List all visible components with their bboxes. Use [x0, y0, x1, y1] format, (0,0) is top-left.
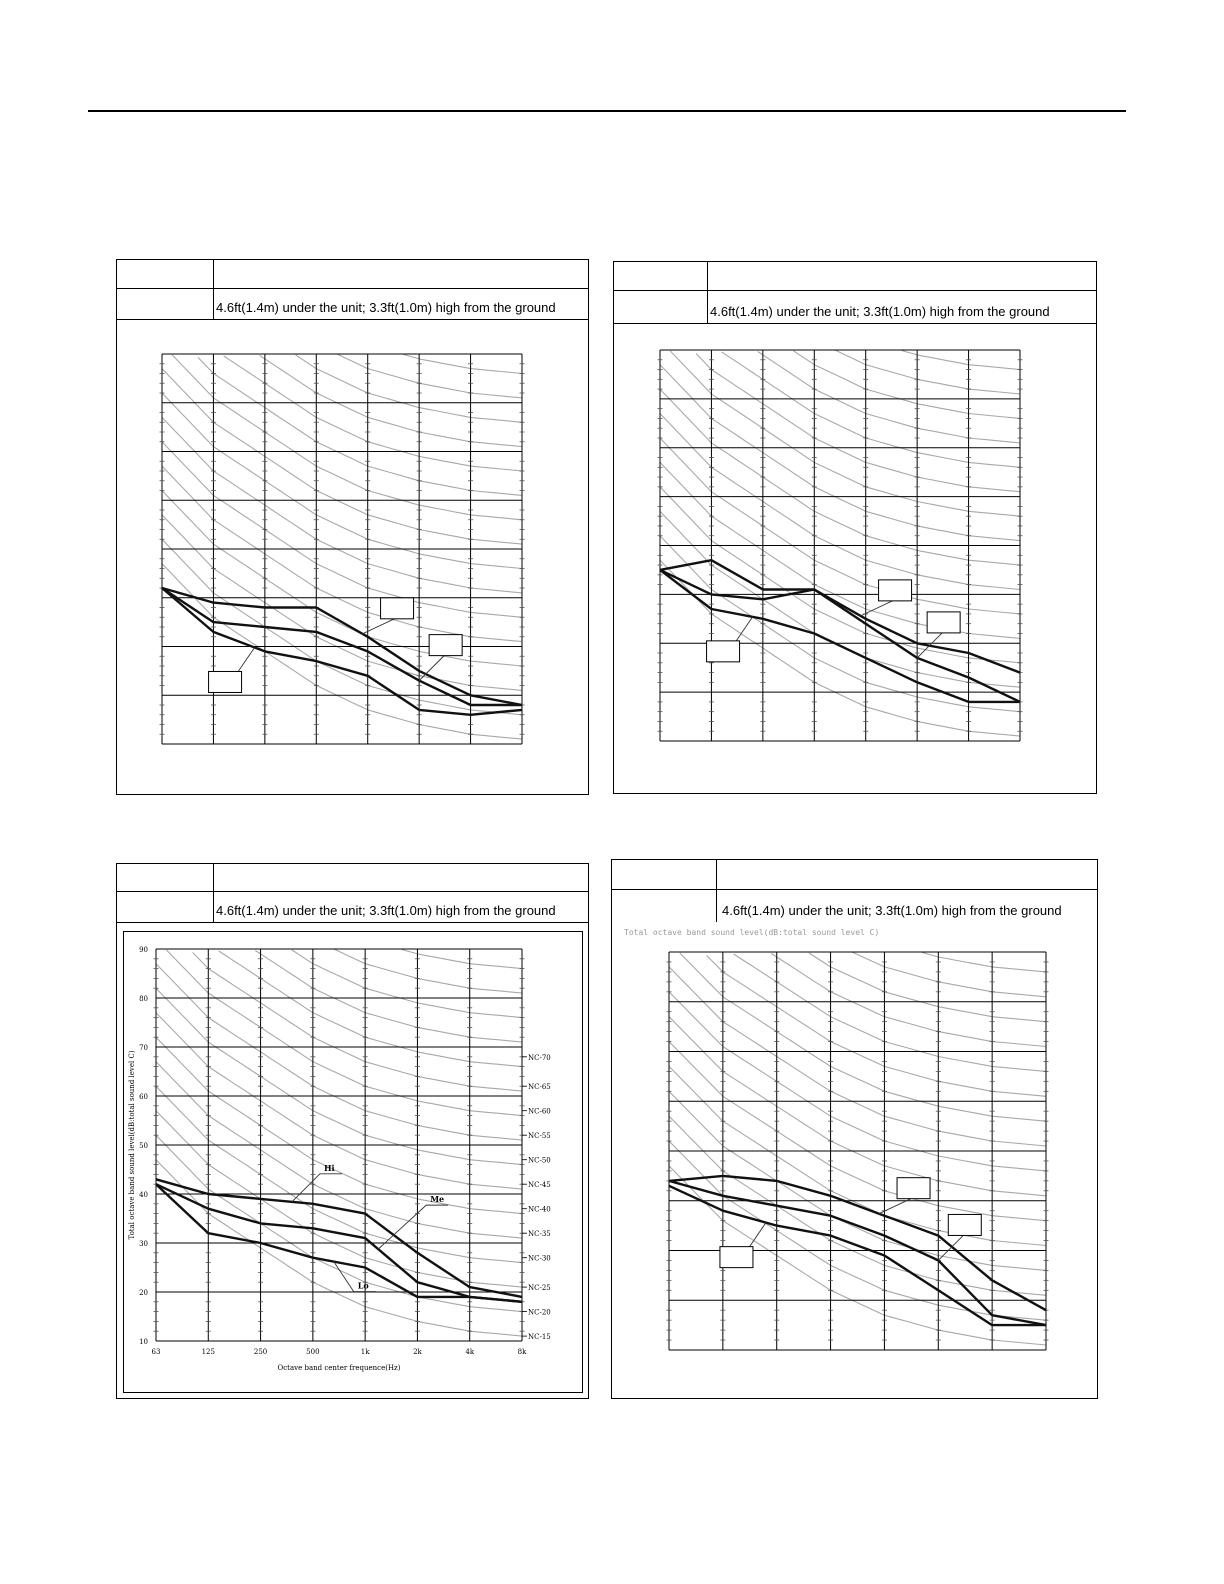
nc-curve [260, 356, 522, 447]
nc-curve [255, 951, 522, 1043]
nc-label: NC-40 [528, 1205, 551, 1214]
x-tick-label: 2k [413, 1348, 422, 1356]
nc-label: NC-50 [528, 1156, 551, 1165]
panel-top-left [116, 259, 589, 795]
nc-curve [669, 967, 1046, 1146]
nc-label: NC-30 [528, 1254, 551, 1263]
nc-label: NC-15 [528, 1333, 551, 1342]
y-tick-label: 10 [139, 1338, 148, 1346]
y-tick-label: 50 [139, 1142, 148, 1150]
nc-curve [722, 352, 1020, 467]
y-tick-label: 90 [139, 946, 148, 954]
nc-curve [224, 356, 522, 471]
x-tick-label: 1k [360, 1348, 370, 1356]
callout-box [707, 641, 740, 662]
nc-label: NC-25 [528, 1284, 551, 1293]
x-tick-label: 250 [253, 1348, 268, 1356]
sound-chart-1 [117, 260, 590, 796]
nc-curve [734, 954, 1046, 1071]
nc-curve [680, 953, 1046, 1121]
series-label: Lo [357, 1280, 369, 1291]
series-label: Hi [323, 1162, 335, 1173]
nc-label: NC-35 [528, 1230, 551, 1239]
nc-curve [707, 956, 1046, 1097]
nc-curve [669, 1091, 1046, 1270]
panel-bottom-left [116, 863, 589, 1399]
nc-curve [771, 954, 1046, 1047]
nc-curve [162, 417, 522, 593]
callout-box [879, 580, 912, 601]
nc-curve [198, 357, 522, 495]
measurement-caption: 4.6ft(1.4m) under the unit; 3.3ft(1.0m) high from the ground [710, 304, 1050, 319]
callout-box [897, 1178, 930, 1199]
nc-curve [660, 462, 1020, 638]
nc-label: NC-65 [528, 1083, 551, 1092]
nc-curve [219, 951, 522, 1067]
nc-curve [660, 438, 1020, 614]
nc-curve [156, 1062, 522, 1238]
x-axis-title: Octave band center frequence(Hz) [277, 1364, 401, 1372]
nc-curve [292, 950, 522, 1018]
nc-curve [162, 393, 522, 569]
nc-curve [167, 950, 523, 1116]
nc-curve [669, 1066, 1046, 1245]
callout-box [209, 671, 242, 692]
panel-bottom-right [611, 859, 1098, 1399]
nc-curve [660, 487, 1020, 663]
nc-curve [193, 952, 522, 1091]
measurement-caption: 4.6ft(1.4m) under the unit; 3.3ft(1.0m) high from the ground [722, 903, 1062, 918]
sound-chart-4 [612, 860, 1099, 1400]
nc-curve [758, 352, 1020, 443]
series-leader-line [292, 1174, 342, 1202]
series-line-3 [162, 588, 522, 715]
measurement-caption: 4.6ft(1.4m) under the unit; 3.3ft(1.0m) high from the ground [216, 903, 556, 918]
nc-label: NC-20 [528, 1308, 551, 1317]
callout-box [948, 1214, 981, 1235]
nc-curve [669, 1017, 1046, 1196]
nc-curve [669, 1141, 1046, 1320]
y-tick-label: 20 [139, 1289, 148, 1297]
measurement-caption: 4.6ft(1.4m) under the unit; 3.3ft(1.0m) high from the ground [216, 300, 556, 315]
panel-top-right [613, 261, 1097, 794]
x-tick-label: 63 [151, 1348, 161, 1356]
nc-curve [156, 964, 522, 1140]
nc-curve [162, 491, 522, 667]
series-label: Me [430, 1194, 445, 1205]
nc-label: NC-70 [528, 1053, 551, 1062]
nc-curve [162, 369, 522, 544]
nc-curve [669, 1042, 1046, 1221]
nc-curve [660, 389, 1020, 565]
nc-curve [162, 564, 522, 740]
chart-axis-note: Total octave band sound level(dB:total sound level C) [624, 928, 880, 937]
nc-curve [669, 992, 1046, 1171]
callout-box [720, 1247, 753, 1268]
nc-curve [696, 353, 1020, 491]
nc-curve [156, 1111, 522, 1287]
nc-label: NC-60 [528, 1107, 551, 1116]
y-tick-label: 30 [139, 1240, 148, 1248]
nc-curve [156, 1037, 522, 1213]
nc-curve [162, 442, 522, 618]
x-tick-label: 4k [465, 1348, 475, 1356]
callout-box [429, 635, 462, 656]
y-tick-label: 40 [139, 1191, 148, 1199]
y-tick-label: 70 [139, 1044, 148, 1052]
top-rule [88, 110, 1126, 112]
y-axis-title: Total octave band sound level(dB:total sound level C) [128, 1050, 136, 1240]
nc-curve [670, 351, 1020, 516]
nc-curve [162, 466, 522, 641]
nc-curve [660, 414, 1020, 590]
callout-box [927, 612, 960, 633]
sound-chart-3 [117, 864, 590, 1400]
x-tick-label: 125 [201, 1348, 215, 1356]
callout-box [381, 598, 414, 619]
nc-curve [809, 953, 1046, 1022]
nc-curve [660, 365, 1020, 541]
nc-curve [156, 1086, 522, 1262]
nc-label: NC-45 [528, 1181, 551, 1190]
x-tick-label: 8k [517, 1348, 527, 1356]
nc-curve [156, 988, 522, 1164]
nc-curve [296, 355, 522, 422]
nc-curve [156, 1013, 522, 1189]
nc-curve [156, 1160, 522, 1336]
nc-curve [794, 351, 1020, 418]
x-tick-label: 500 [306, 1348, 320, 1356]
nc-label: NC-55 [528, 1132, 551, 1141]
y-tick-label: 80 [139, 995, 148, 1003]
nc-curve [172, 355, 522, 520]
y-tick-label: 60 [139, 1093, 148, 1101]
sound-chart-2 [614, 262, 1098, 795]
